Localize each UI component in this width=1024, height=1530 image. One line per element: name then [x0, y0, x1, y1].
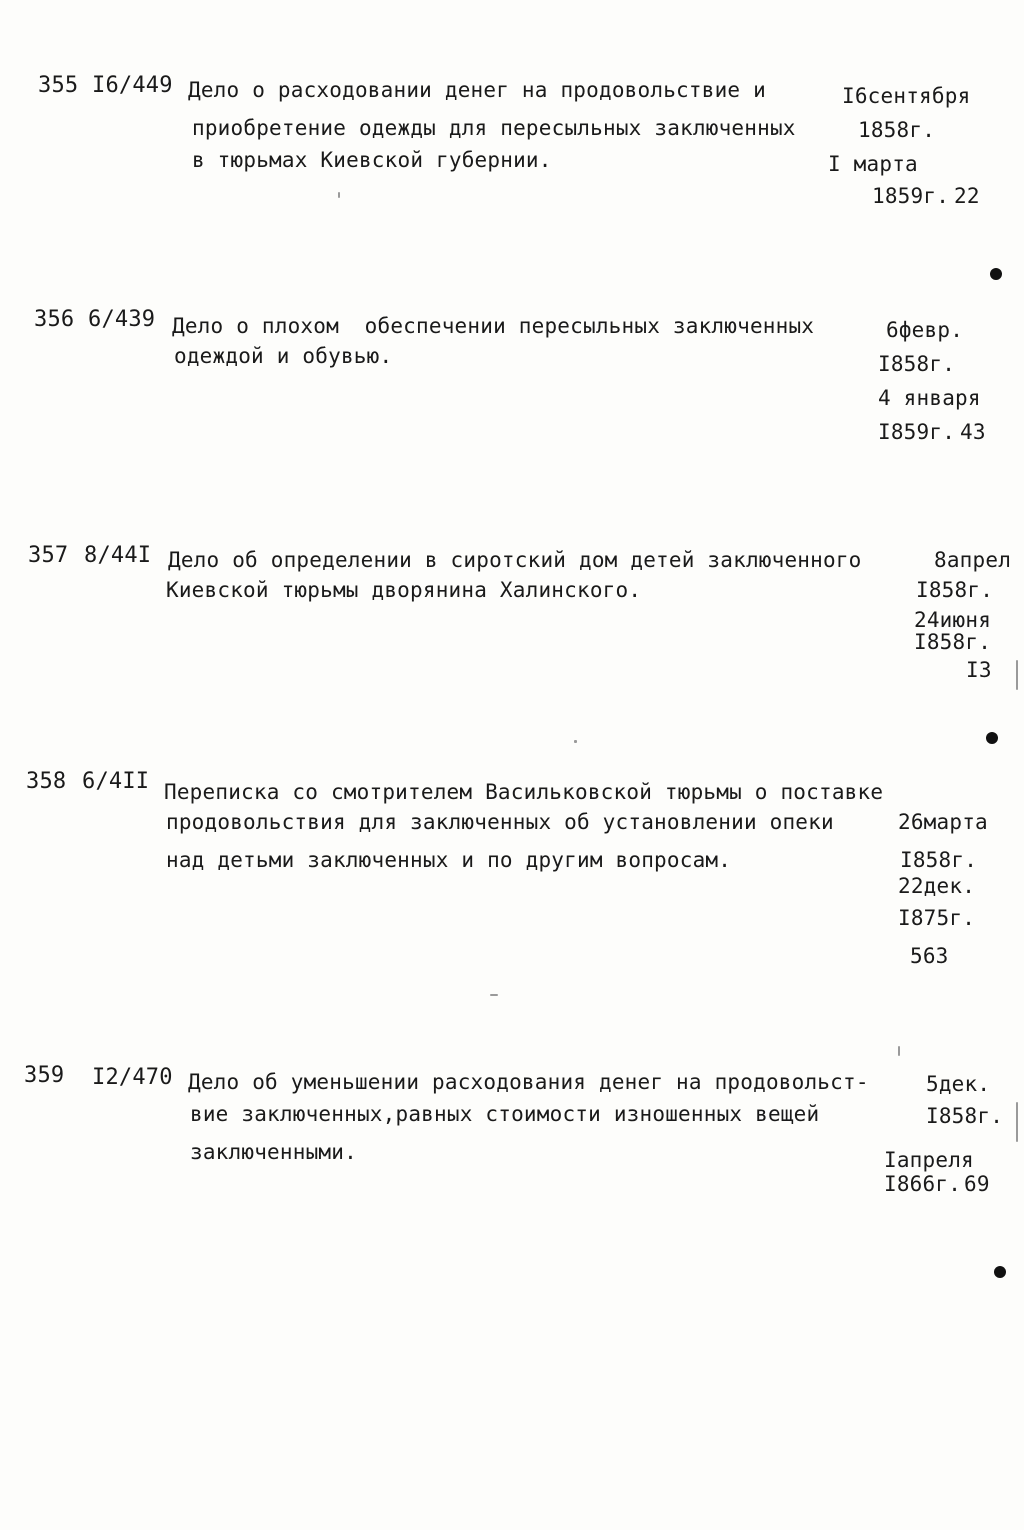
- punch-mark: [990, 268, 1002, 280]
- start-date: 6февр.: [886, 318, 964, 342]
- entry-number: 358: [26, 769, 67, 794]
- entry-code: 6/439: [88, 307, 156, 332]
- sheet-count: 563: [910, 944, 949, 968]
- end-date: I марта: [828, 152, 918, 176]
- entry-number: 356: [34, 307, 75, 332]
- entry-title-line: Дело о плохом обеспечении пересыльных заключенных: [172, 314, 815, 338]
- entry-code: I6/449: [92, 73, 173, 98]
- entry-title-line: в тюрьмах Киевской губернии.: [192, 148, 552, 172]
- entry-title-line: Киевской тюрьмы дворянина Халинского.: [166, 578, 642, 602]
- entry-code: I2/470: [92, 1065, 173, 1090]
- end-year: I875г.: [898, 906, 976, 930]
- scan-speck: [574, 740, 577, 743]
- end-date: Iапреля: [884, 1148, 974, 1172]
- sheet-count: 22: [954, 184, 980, 208]
- sheet-count: 43: [960, 420, 986, 444]
- end-year: 1859г.: [872, 184, 950, 208]
- end-date: 22дек.: [898, 874, 976, 898]
- entry-title-line: одеждой и обувью.: [174, 344, 393, 368]
- entry-title-line: продовольствия для заключенных об установлении опеки: [166, 810, 834, 834]
- entry-code: 8/44I: [84, 543, 152, 568]
- entry-title-line: над детьми заключенных и по другим вопросам.: [166, 848, 732, 872]
- entry-title-line: Дело об определении в сиротский дом детей заключенного: [168, 548, 862, 572]
- entry-title-line: Переписка со смотрителем Васильковской тюрьмы о поставке: [164, 780, 884, 804]
- scan-speck: [898, 1046, 900, 1056]
- start-year: I858г.: [916, 578, 994, 602]
- end-year: I866г.: [884, 1172, 962, 1196]
- scan-speck: [1016, 660, 1018, 690]
- entry-title-line: Дело об уменьшении расходования денег на продовольст-: [188, 1070, 869, 1094]
- start-date: 5дек.: [926, 1072, 991, 1096]
- scan-speck: [338, 192, 340, 198]
- start-year: I858г.: [900, 848, 978, 872]
- entry-title-line: вие заключенных,равных стоимости изношенных вещей: [190, 1102, 820, 1126]
- punch-mark: [994, 1266, 1006, 1278]
- start-date: 26марта: [898, 810, 988, 834]
- entry-title-line: приобретение одежды для пересыльных заключенных: [192, 116, 796, 140]
- sheet-count: I3: [966, 658, 992, 682]
- scan-speck: [490, 994, 498, 996]
- punch-mark: [986, 732, 998, 744]
- entry-title-line: заключенными.: [190, 1140, 357, 1164]
- start-date: 8апрел: [934, 548, 1012, 572]
- start-year: I858г.: [878, 352, 956, 376]
- sheet-count: 69: [964, 1172, 990, 1196]
- end-date: 24июня: [914, 608, 992, 632]
- start-date: I6сентября: [842, 84, 971, 108]
- entry-title-line: Дело о расходовании денег на продовольствие и: [188, 78, 766, 102]
- entry-number: 355: [38, 73, 79, 98]
- end-date: 4 января: [878, 386, 981, 410]
- scan-speck: [1016, 1102, 1018, 1142]
- entry-number: 357: [28, 543, 69, 568]
- end-year: I859г.: [878, 420, 956, 444]
- entry-code: 6/4II: [82, 769, 150, 794]
- start-year: I858г.: [926, 1104, 1004, 1128]
- end-year: I858г.: [914, 630, 992, 654]
- start-year: 1858г.: [858, 118, 936, 142]
- entry-number: 359: [24, 1063, 65, 1088]
